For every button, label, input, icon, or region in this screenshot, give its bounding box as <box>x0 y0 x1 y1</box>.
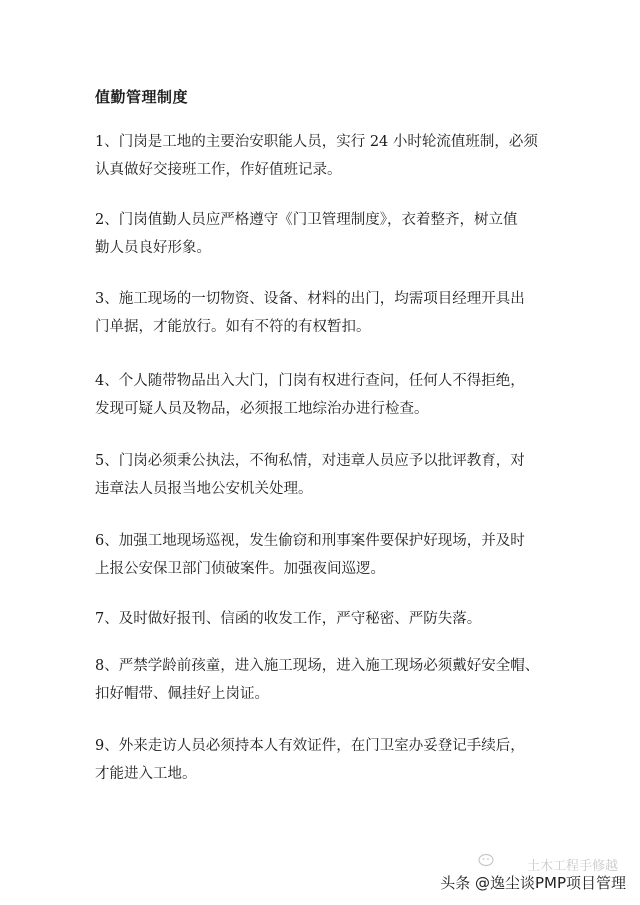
watermark <box>440 859 626 895</box>
rule-item-2 <box>95 206 565 262</box>
rule-line: 5、门岗必须秉公执法，不徇私情，对违章人员应予以批评教育，对 <box>95 453 525 469</box>
rule-line: 9、外来走访人员必须持本人有效证件，在门卫室办妥登记手续后， <box>95 738 525 754</box>
rule-item-1 <box>95 128 565 184</box>
rule-item-4 <box>95 367 565 423</box>
rule-line: 扣好帽带、佩挂好上岗证。 <box>95 686 269 702</box>
rule-line: 2、门岗值勤人员应严格遵守《门卫管理制度》，衣着整齐，树立值 <box>95 212 518 228</box>
rule-item-9 <box>95 732 565 788</box>
rule-item-8 <box>95 652 565 708</box>
rule-line: 1、门岗是工地的主要治安职能人员，实行 24 小时轮流值班制，必须 <box>95 134 538 150</box>
rule-line: 勤人员良好形象。 <box>95 240 211 256</box>
rule-line: 才能进入工地。 <box>95 766 197 782</box>
rule-line: 3、施工现场的一切物资、设备、材料的出门，均需项目经理开具出 <box>95 291 525 307</box>
rule-item-3 <box>95 285 565 341</box>
watermark-source-text: 头条 @逸尘谈PMP项目管理 <box>440 873 626 892</box>
rule-line: 认真做好交接班工作，作好值班记录。 <box>95 162 342 178</box>
rule-line: 8、严禁学龄前孩童，进入施工现场，进入施工现场必须戴好安全帽、 <box>95 658 540 674</box>
document-title: 值勤管理制度 <box>95 88 189 106</box>
rule-line: 6、加强工地现场巡视，发生偷窃和刑事案件要保护好现场，并及时 <box>95 533 525 549</box>
rule-line: 发现可疑人员及物品，必须报工地综治办进行检查。 <box>95 401 429 417</box>
wechat-icon <box>478 853 498 867</box>
rule-line: 门单据，才能放行。如有不符的有权暂扣。 <box>95 319 371 335</box>
watermark-background-text: 土木工程手修越 <box>526 859 618 874</box>
rule-line: 上报公安保卫部门侦破案件。加强夜间巡逻。 <box>95 561 385 577</box>
rule-line: 4、个人随带物品出入大门，门岗有权进行查问，任何人不得拒绝， <box>95 373 525 389</box>
rule-item-5 <box>95 447 565 503</box>
rule-item-7 <box>95 605 565 633</box>
rule-item-6 <box>95 527 565 583</box>
rule-line: 违章法人员报当地公安机关处理。 <box>95 481 313 497</box>
rule-line: 7、及时做好报刊、信函的收发工作，严守秘密、严防失落。 <box>95 611 482 627</box>
